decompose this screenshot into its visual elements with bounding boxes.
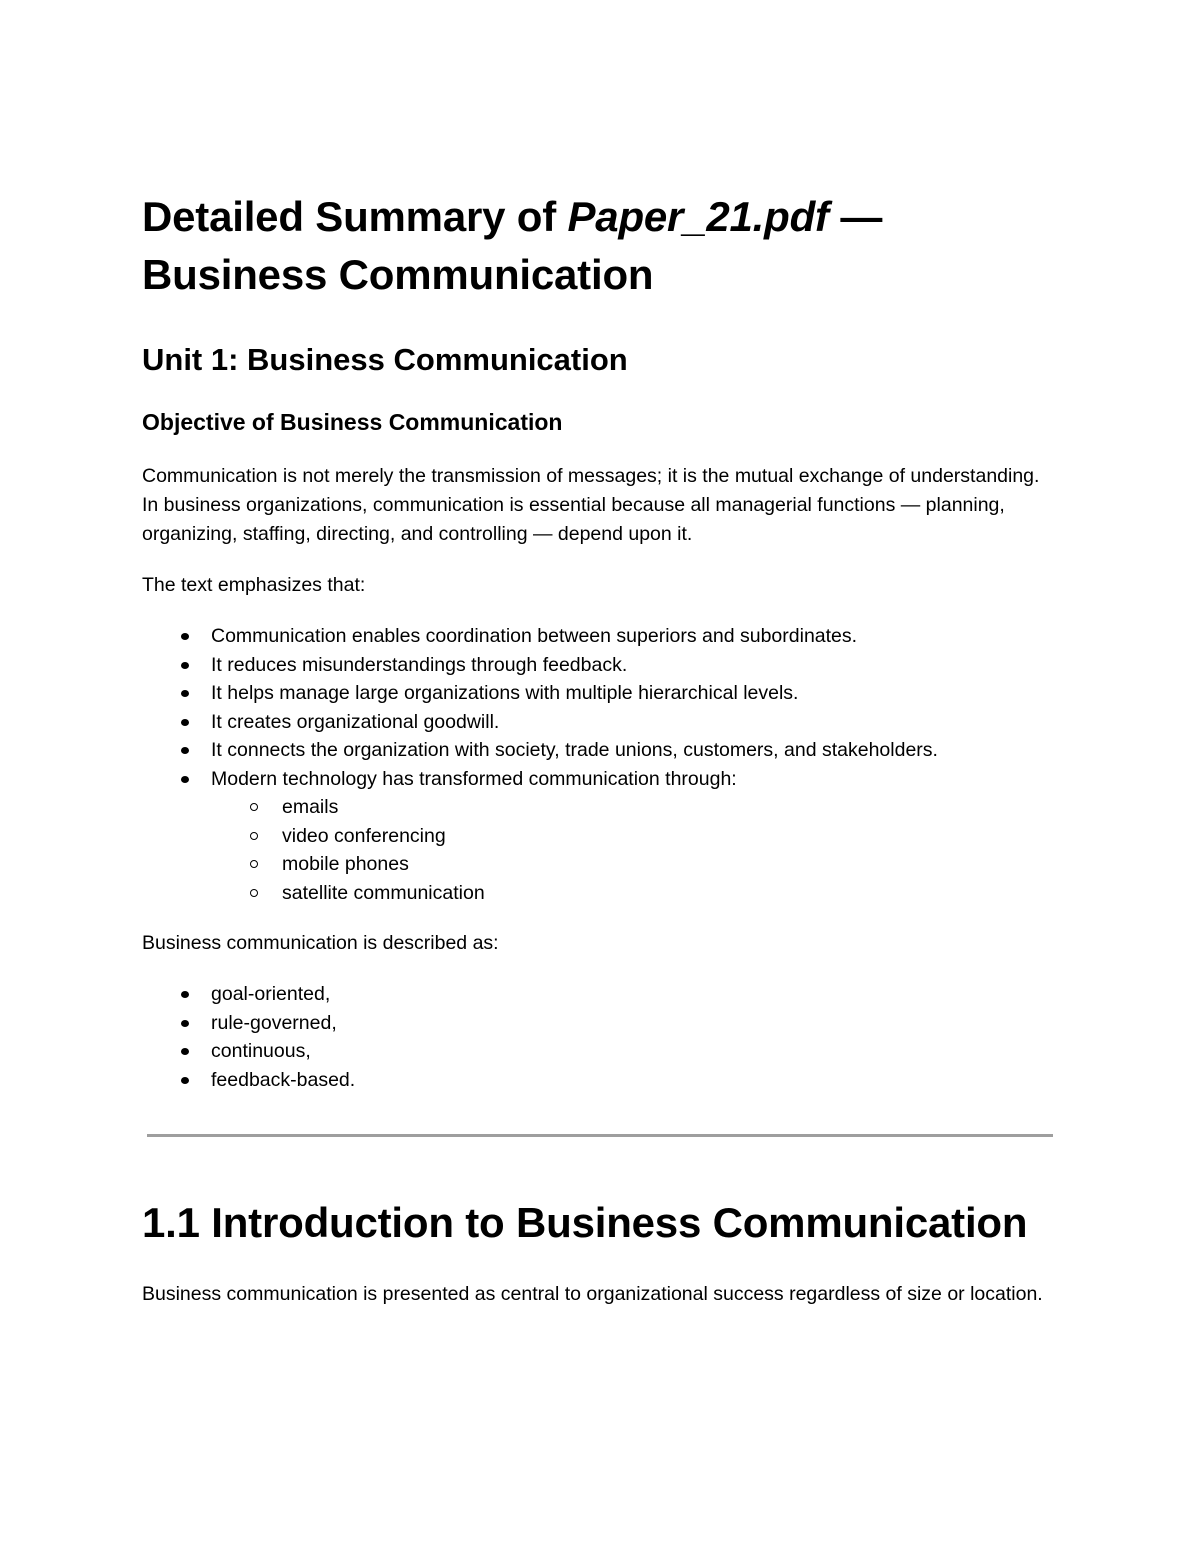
bullet-icon [181, 776, 189, 783]
title-filename: Paper_21.pdf [567, 193, 829, 240]
hollow-bullet-icon [250, 803, 258, 811]
section-heading: 1.1 Introduction to Business Communication [142, 1199, 1028, 1246]
list-item [142, 765, 1058, 908]
list-item [142, 1066, 1058, 1095]
sublist-item-text: video conferencing [282, 824, 446, 847]
emphasis-list [142, 622, 1058, 907]
list-item [142, 622, 1058, 651]
sublist-item [211, 822, 1058, 851]
list-item-text: Modern technology has transformed communication through: [211, 767, 737, 790]
list-item [142, 980, 1058, 1009]
list-item-text: It helps manage large organizations with multiple hierarchical levels. [211, 682, 799, 704]
list-item-text: feedback-based. [211, 1068, 356, 1091]
bullet-icon [181, 1020, 189, 1027]
bullet-icon [181, 633, 189, 640]
list-item [142, 651, 1058, 680]
list-item-text: goal-oriented, [211, 983, 331, 1005]
list-item [142, 1037, 1058, 1066]
document-title [142, 188, 1058, 304]
list-item-text: It creates organizational goodwill. [211, 710, 500, 733]
title-prefix: Detailed Summary of [142, 193, 568, 240]
hollow-bullet-icon [250, 889, 258, 897]
bullet-icon [181, 719, 189, 726]
unit-heading: Unit 1: Business Communication [142, 342, 628, 377]
list-item-text: rule-governed, [211, 1011, 337, 1034]
sublist-item [211, 850, 1058, 879]
bullet-icon [181, 662, 189, 669]
intro-paragraph: Communication is not merely the transmission of messages; it is the mutual exchange of understanding. In business organizations, communication is essential because all managerial functions — planning, organizing, staffing, directing, and controlling — depend upon it. [142, 465, 1040, 545]
hollow-bullet-icon [250, 832, 258, 840]
sublist-item [211, 879, 1058, 908]
sublist-item-text: mobile phones [282, 853, 409, 875]
list-item [142, 679, 1058, 708]
horizontal-divider [147, 1134, 1053, 1137]
title-dash: — [828, 193, 883, 240]
bullet-icon [181, 747, 189, 754]
list-item [142, 1009, 1058, 1038]
hollow-bullet-icon [250, 860, 258, 868]
list-item-text: It reduces misunderstandings through feedback. [211, 653, 628, 676]
described-list [142, 980, 1058, 1094]
list-item-text: Communication enables coordination between superiors and subordinates. [211, 625, 858, 647]
objective-heading: Objective of Business Communication [142, 409, 563, 435]
bullet-icon [181, 991, 189, 998]
list-item [142, 708, 1058, 737]
list-item-text: It connects the organization with society, trade unions, customers, and stakeholders. [211, 739, 938, 761]
bullet-icon [181, 1077, 189, 1084]
bullet-icon [181, 690, 189, 697]
sublist-item-text: satellite communication [282, 881, 485, 904]
emphasis-lead: The text emphasizes that: [142, 574, 366, 596]
list-item [142, 736, 1058, 765]
list-item-text: continuous, [211, 1040, 311, 1062]
technology-sublist [211, 793, 1058, 907]
described-lead: Business communication is described as: [142, 932, 499, 954]
document-page [142, 188, 1058, 1309]
sublist-item [211, 793, 1058, 822]
section-paragraph: Business communication is presented as central to organizational success regardless of size or location. [142, 1283, 1043, 1305]
sublist-item-text: emails [282, 796, 339, 818]
bullet-icon [181, 1048, 189, 1055]
title-line2: Business Communication [142, 251, 654, 298]
